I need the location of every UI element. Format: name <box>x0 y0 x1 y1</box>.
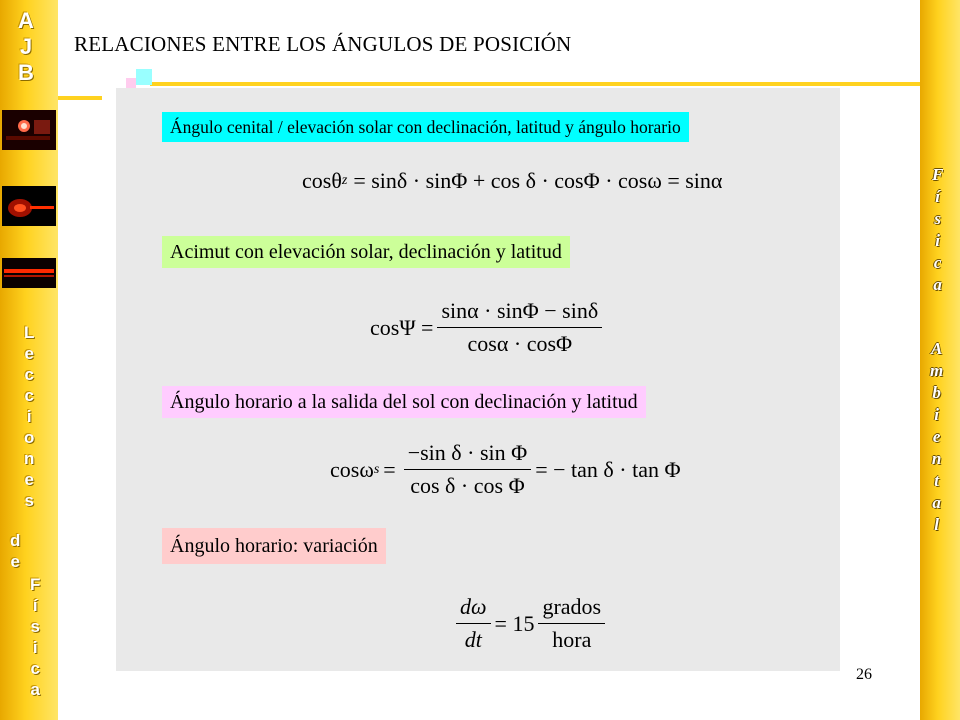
series-letter: i <box>26 407 32 426</box>
formula-coefficient: = 15 <box>494 610 535 636</box>
series-letter: e <box>24 344 34 363</box>
deco-square-pink <box>126 78 136 88</box>
series-letter: F <box>30 575 41 594</box>
right-letter: i <box>934 405 939 424</box>
formula-rhs: = − tan δ · tan Φ <box>535 456 681 482</box>
right-letter: m <box>930 361 944 380</box>
series-letter: L <box>24 323 35 342</box>
slide-title: RELACIONES ENTRE LOS ÁNGULOS DE POSICIÓN <box>74 32 572 56</box>
right-letter: i <box>935 231 941 250</box>
lecciones-de-fisica-label <box>24 322 34 511</box>
right-sidebar <box>920 0 960 720</box>
accent-line-long <box>150 82 920 86</box>
series-letter: s <box>24 491 34 510</box>
section-label-azimuth: Acimut con elevación solar, declinación y latitud <box>162 236 570 268</box>
fraction-numerator: dω <box>456 594 491 624</box>
formula-hour-angle-rate <box>452 594 609 653</box>
deco-square-cyan <box>136 69 152 85</box>
right-letter: a <box>932 493 941 512</box>
accent-line-horizontal <box>58 96 102 100</box>
fraction-denominator: cosα · cosΦ <box>467 331 573 356</box>
formula-lhs: cosω <box>330 456 374 482</box>
fisica-vertical-label <box>932 164 943 296</box>
right-letter: A <box>930 339 943 358</box>
right-letter: c <box>933 253 942 272</box>
logo-letter: J <box>19 34 33 59</box>
page-number: 26 <box>856 666 872 683</box>
formula-fraction <box>538 594 605 653</box>
series-letter: e <box>10 552 20 571</box>
fraction-numerator: sinα · sinΦ − sinδ <box>437 298 602 328</box>
formula-fraction <box>437 298 602 357</box>
logo-letter: A <box>18 8 34 33</box>
formula-lhs: cosΨ = <box>370 314 434 340</box>
ambiental-vertical-label <box>930 338 943 536</box>
right-letter: e <box>932 427 941 446</box>
formula-azimuth <box>370 298 606 357</box>
logo-letter: B <box>18 60 34 85</box>
formula-fraction <box>456 594 491 653</box>
left-sidebar <box>0 0 58 720</box>
formula-equals: = <box>383 456 396 482</box>
section-label-zenith: Ángulo cenital / elevación solar con declinación, latitud y ángulo horario <box>162 112 689 142</box>
fisica-label <box>30 574 40 700</box>
series-letter: i <box>32 638 38 657</box>
section-label-sunrise: Ángulo horario a la salida del sol con declinación y latitud <box>162 386 646 418</box>
de-label <box>10 530 20 572</box>
series-letter: o <box>24 428 35 447</box>
series-letter: n <box>24 449 35 468</box>
laser-thumbnail-3 <box>2 258 56 288</box>
right-letter: s <box>934 209 941 228</box>
fraction-denominator: cos δ · cos Φ <box>410 473 525 498</box>
right-letter: í <box>935 187 941 206</box>
fraction-denominator: dt <box>464 627 482 652</box>
series-letter: í <box>32 596 38 615</box>
series-letter: e <box>24 470 34 489</box>
section-label-variation: Ángulo horario: variación <box>162 528 386 564</box>
series-letter: c <box>24 386 34 405</box>
series-letter: a <box>30 680 40 699</box>
right-letter: F <box>932 165 944 184</box>
formula-zenith <box>302 168 722 194</box>
fraction-numerator: grados <box>538 594 605 624</box>
formula-sunrise-hour-angle <box>330 440 681 499</box>
laser-thumbnail-1 <box>2 110 56 150</box>
series-letter: s <box>30 617 40 636</box>
laser-thumbnail-2 <box>2 186 56 226</box>
right-letter: a <box>933 275 942 294</box>
series-letter: c <box>30 659 40 678</box>
formula-fraction <box>404 440 532 499</box>
right-letter: l <box>934 515 939 534</box>
formula-rhs: = sinδ · sinΦ + cos δ · cosΦ · cosω = sinα <box>353 168 723 193</box>
ajb-logo <box>18 8 34 86</box>
formula-sub: z <box>341 173 348 188</box>
right-letter: t <box>934 471 939 490</box>
formula-sub: s <box>373 461 380 477</box>
series-letter: c <box>24 365 34 384</box>
right-letter: n <box>931 449 942 468</box>
fraction-numerator: −sin δ · sin Φ <box>404 440 532 470</box>
formula-lhs: cosθ <box>302 168 342 193</box>
fraction-denominator: hora <box>552 627 592 652</box>
right-letter: b <box>932 383 941 402</box>
series-letter: d <box>10 531 21 550</box>
